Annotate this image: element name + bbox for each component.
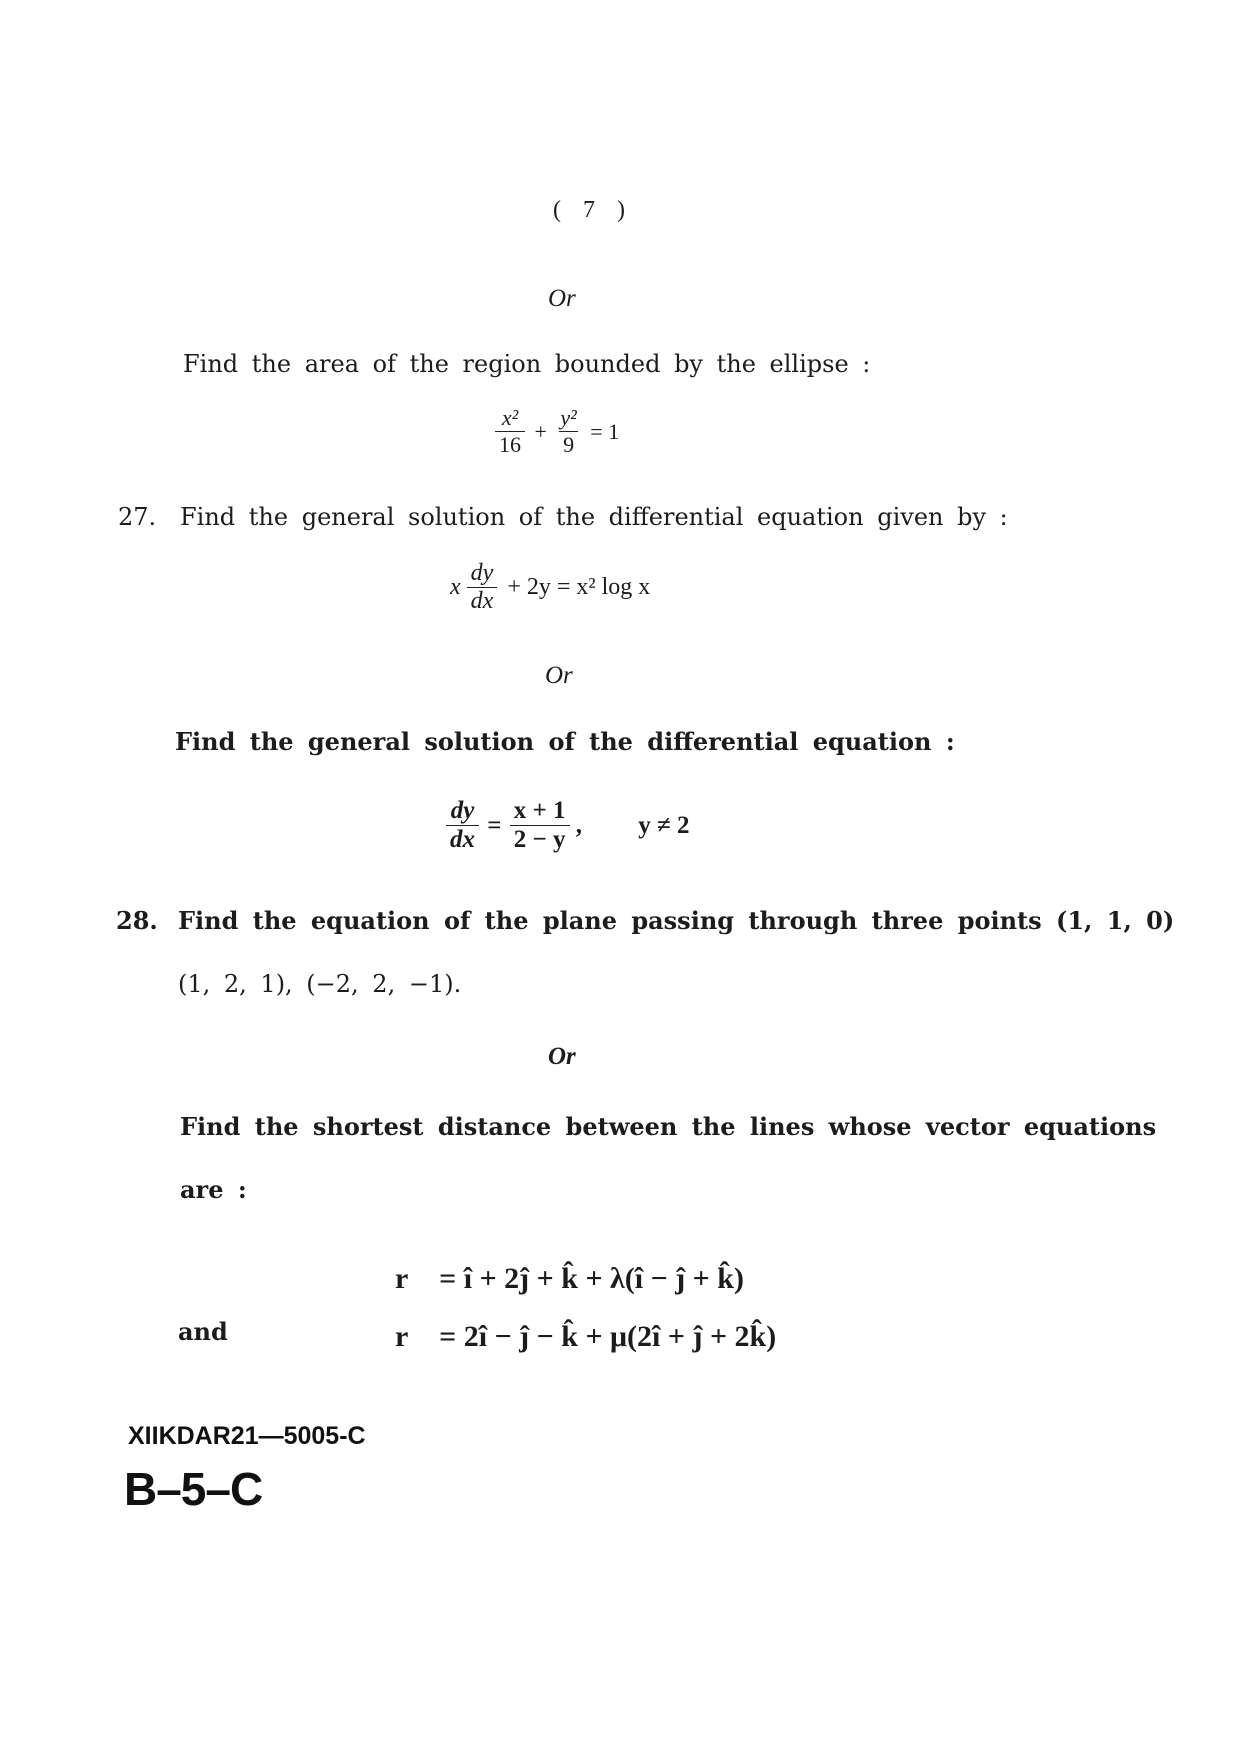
ellipse-y-denominator: 9 (559, 431, 578, 458)
ellipse-plus: + (534, 418, 547, 444)
q28-or-text-line1: Find the shortest distance between the lines whose vector equations (180, 1112, 1157, 1141)
or-separator: Or (545, 662, 573, 689)
q28-text-line1: Find the equation of the plane passing through three points (1, 1, 0) (178, 906, 1175, 935)
q27-or-condition: y ≠ 2 (638, 811, 690, 839)
page-number: ( 7 ) (553, 197, 633, 223)
q28-text-line2: (1, 2, 1), (−2, 2, −1). (178, 970, 462, 998)
ellipse-x-denominator: 16 (495, 431, 525, 458)
vector-line-1: r⃗ = î + 2ĵ + k̂ + λ(î − ĵ + k̂) (395, 1262, 744, 1295)
q27-or-lhs-fraction (446, 797, 479, 854)
q27-or-rhs-fraction (510, 797, 570, 854)
q27-or-lhs-numerator: dy (450, 797, 475, 824)
and-label: and (178, 1317, 228, 1346)
ellipse-rhs: = 1 (590, 418, 620, 444)
ellipse-x-numerator: x² (501, 405, 519, 430)
q27-or-rhs-numerator: x + 1 (513, 797, 566, 824)
q27-equation (450, 560, 650, 615)
series-code: B–5–C (124, 1463, 263, 1515)
q27-or-equals: = (487, 811, 502, 839)
q27-derivative-denominator: dx (467, 587, 498, 615)
q26-or-text: Find the area of the region bounded by the ellipse : (183, 350, 871, 378)
q27-derivative (467, 560, 498, 615)
ellipse-x-fraction (495, 405, 525, 458)
q27-number: 27. (118, 503, 157, 531)
ellipse-y-fraction (556, 405, 580, 458)
ellipse-y-numerator: y² (560, 405, 577, 430)
ellipse-equation (495, 405, 619, 458)
q27-derivative-numerator: dy (470, 560, 494, 586)
q28-or-text-line2: are : (180, 1175, 247, 1204)
q28-number: 28. (116, 906, 158, 935)
q27-or-lhs-denominator: dx (446, 825, 479, 854)
q27-or-equation (446, 797, 689, 854)
or-separator: Or (548, 285, 576, 312)
q27-or-comma: , (575, 811, 582, 839)
or-separator: Or (548, 1043, 576, 1070)
paper-code: XIIKDAR21—5005-C (128, 1422, 366, 1450)
q27-or-rhs-denominator: 2 − y (510, 825, 570, 854)
q27-or-text: Find the general solution of the differential equation : (175, 727, 955, 756)
q27-eq-lead: x (450, 574, 461, 600)
q27-text: Find the general solution of the differential equation given by : (180, 503, 1008, 531)
vector-line-2: r⃗ = 2î − ĵ − k̂ + μ(2î + ĵ + 2k̂) (395, 1320, 777, 1353)
q27-eq-rest: + 2y = x² log x (507, 574, 651, 600)
